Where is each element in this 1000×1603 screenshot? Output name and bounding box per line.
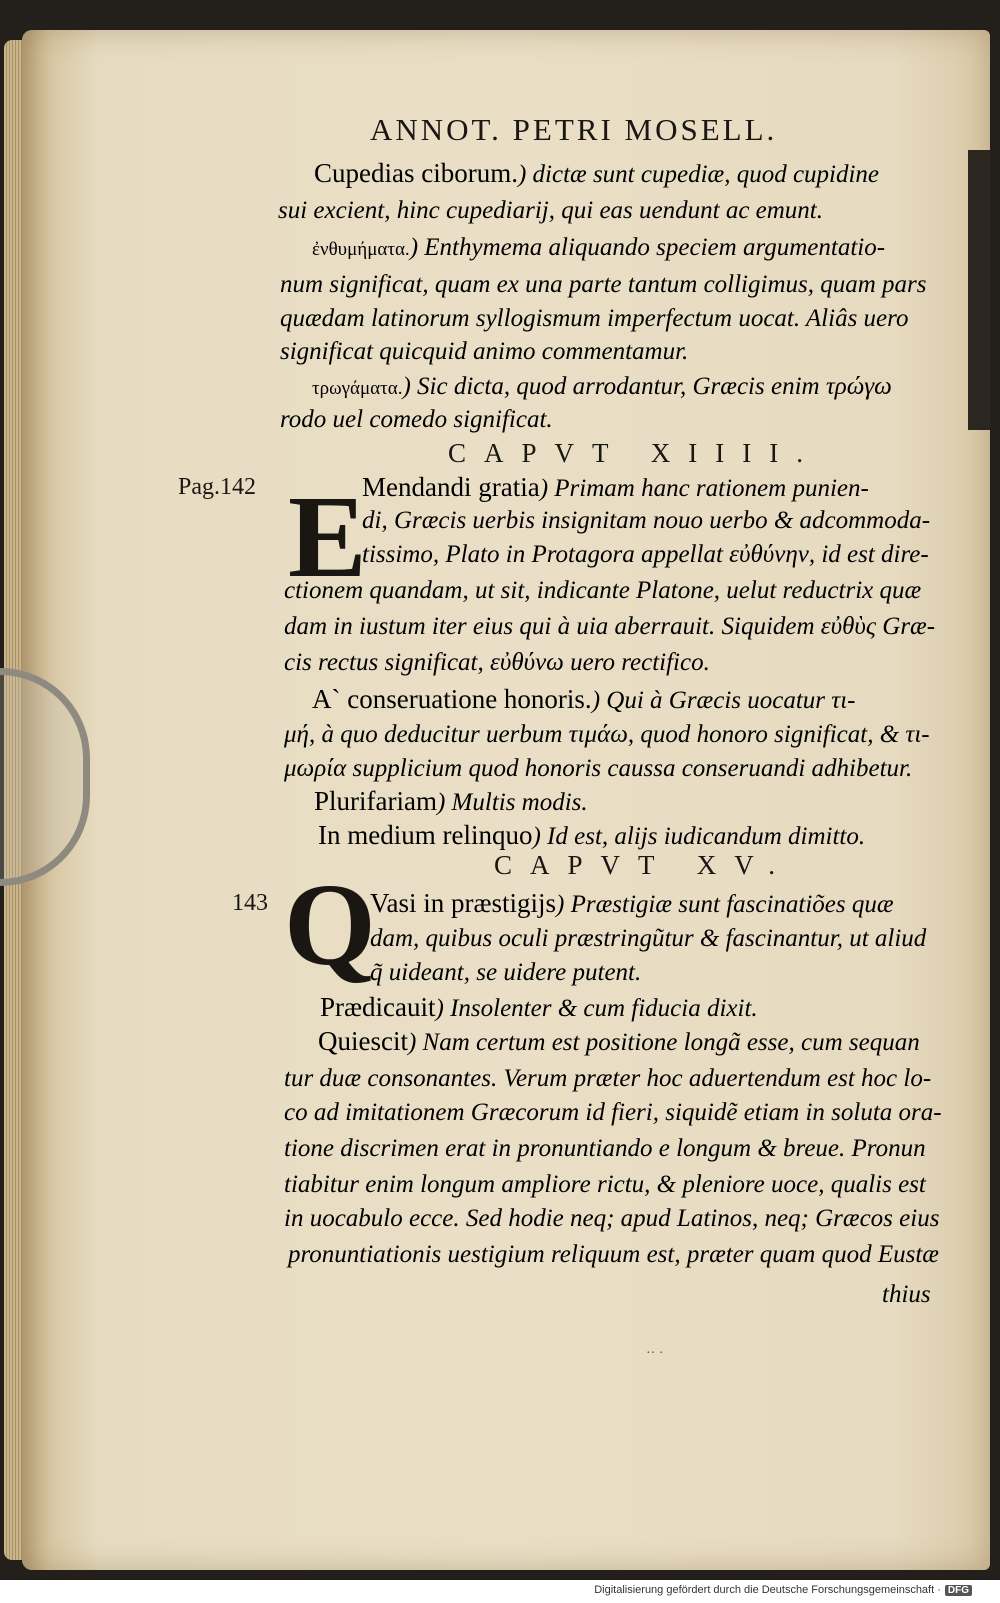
text-line bbox=[362, 540, 929, 570]
lemma: Mendandi gratia bbox=[362, 472, 540, 502]
text-line bbox=[312, 233, 885, 265]
greek-lemma: τρωγάματα. bbox=[312, 378, 403, 399]
gloss: μωρία supplicium quod honoris caussa conseruandi adhibetur. bbox=[284, 755, 913, 782]
gloss: tissimo, Plato in Protagora appellat εὐθύνην, id est dire- bbox=[362, 541, 929, 568]
gloss: q̃ uideant, se uidere putent. bbox=[370, 959, 642, 986]
margin-page-ref: 143 bbox=[232, 890, 268, 916]
drop-cap-q: Q bbox=[284, 859, 376, 990]
gloss: num significat, quam ex una parte tantum colligimus, quam pars bbox=[280, 271, 927, 298]
gloss: ) Qui à Græcis uocatur τι- bbox=[591, 687, 856, 714]
gloss: tione discrimen erat in pronuntiando e longum & breue. Pronun bbox=[284, 1135, 926, 1162]
gloss: significat quicquid animo commentamur. bbox=[280, 338, 689, 365]
drop-cap-e: E bbox=[288, 471, 367, 602]
dfg-logo: DFG bbox=[945, 1585, 972, 1596]
text-line bbox=[284, 612, 935, 642]
text-line bbox=[314, 786, 588, 818]
gloss: cis rectus significat, εὐθύνω uero rectifico. bbox=[284, 649, 710, 676]
lemma: Plurifariam bbox=[314, 786, 437, 816]
text-line bbox=[318, 1026, 920, 1058]
text-line bbox=[284, 720, 930, 750]
right-page-edge bbox=[968, 150, 990, 430]
margin-page-ref: Pag.142 bbox=[178, 474, 256, 500]
gloss: ) Id est, alijs iudicandum dimitto. bbox=[532, 823, 866, 850]
gloss: μή, à quo deducitur uerbum τιμάω, quod honoro significat, & τι- bbox=[284, 721, 930, 748]
text-line bbox=[362, 472, 869, 504]
gloss: ) Nam certum est positione longã esse, cum sequan bbox=[407, 1029, 920, 1056]
lemma: Prædicauit bbox=[320, 992, 436, 1022]
lemma: Vasi in præstigijs bbox=[370, 888, 557, 918]
text-line bbox=[284, 1098, 942, 1128]
text-line bbox=[370, 958, 641, 988]
gloss: sui excient, hinc cupediarij, qui eas uendunt ac emunt. bbox=[278, 197, 824, 224]
gloss: co ad imitationem Græcorum id fieri, siquidẽ etiam in soluta ora- bbox=[284, 1099, 942, 1126]
catchword bbox=[882, 1280, 931, 1310]
gloss: ) Multis modis. bbox=[436, 789, 588, 816]
running-head: ANNOT. PETRI MOSELL. bbox=[370, 112, 778, 147]
digitization-credit bbox=[594, 1584, 972, 1596]
text-line bbox=[312, 684, 855, 716]
text-line bbox=[280, 405, 553, 435]
text-line bbox=[284, 1134, 926, 1164]
text-line bbox=[284, 576, 921, 606]
text-line bbox=[320, 992, 758, 1024]
gloss: tiabitur enim longum ampliore rictu, & pleniore uoce, qualis est bbox=[284, 1171, 926, 1198]
text-line bbox=[370, 888, 894, 920]
text-line bbox=[284, 754, 912, 784]
gloss: thius bbox=[882, 1281, 931, 1308]
text-line bbox=[280, 304, 908, 334]
gloss: dam in iustum iter eius qui à uia aberrauit. Siquidem εὐθὺς Græ- bbox=[284, 613, 936, 640]
text-line bbox=[312, 372, 892, 404]
gloss: quædam latinorum syllogismum imperfectum uocat. Aliâs uero bbox=[280, 305, 909, 332]
gloss: tur duæ consonantes. Verum præter hoc aduertendum est hoc lo- bbox=[284, 1065, 932, 1092]
gloss: ) Insolenter & cum fiducia dixit. bbox=[435, 995, 758, 1022]
text-line bbox=[318, 820, 865, 852]
text-line bbox=[314, 158, 879, 190]
text-line bbox=[284, 1170, 926, 1200]
gloss: di, Græcis uerbis insignitam nouo uerbo & adcommoda- bbox=[362, 507, 931, 534]
credit-text: Digitalisierung gefördert durch die Deutsche Forschungsgemeinschaft · bbox=[594, 1584, 941, 1596]
text-line bbox=[280, 337, 688, 367]
ink-mark: ·· · bbox=[646, 1346, 664, 1361]
text-line bbox=[284, 1064, 931, 1094]
chapter-heading: CAPVT XV. bbox=[494, 850, 794, 880]
text-line bbox=[284, 648, 710, 678]
lemma: Cupedias ciborum. bbox=[314, 158, 518, 188]
gloss: rodo uel comedo significat. bbox=[280, 406, 553, 433]
gloss: ctionem quandam, ut sit, indicante Platone, uelut reductrix quæ bbox=[284, 577, 922, 604]
text-line bbox=[288, 1240, 939, 1270]
text-line bbox=[370, 924, 926, 954]
gloss: ) dictæ sunt cupediæ, quod cupidine bbox=[517, 161, 880, 188]
gloss: pronuntiationis uestigium reliquum est, præter quam quod Eustæ bbox=[288, 1241, 939, 1268]
greek-lemma: ἐνθυμήματα. bbox=[312, 239, 410, 260]
text-line bbox=[280, 270, 927, 300]
lemma: In medium relinquo bbox=[318, 820, 533, 850]
gloss: ) Sic dicta, quod arrodantur, Græcis enim τρώγω bbox=[402, 373, 892, 400]
gloss: ) Præstigiæ sunt fascinatiões quæ bbox=[556, 891, 894, 918]
gloss: in uocabulo ecce. Sed hodie neq; apud Latinos, neq; Græcos eius bbox=[284, 1205, 940, 1232]
lemma: A` conseruatione honoris. bbox=[312, 684, 592, 714]
gloss: dam, quibus oculi præstringũtur & fascinantur, ut aliud bbox=[370, 925, 927, 952]
chapter-heading: CAPVT XIIII. bbox=[448, 438, 821, 468]
gloss: ) Primam hanc rationem punien- bbox=[539, 475, 869, 502]
lemma: Quiescit bbox=[318, 1026, 408, 1056]
gloss: ) Enthymema aliquando speciem argumentatio- bbox=[409, 234, 886, 261]
text-line bbox=[362, 506, 930, 536]
text-line bbox=[278, 196, 823, 226]
text-line bbox=[284, 1204, 939, 1234]
